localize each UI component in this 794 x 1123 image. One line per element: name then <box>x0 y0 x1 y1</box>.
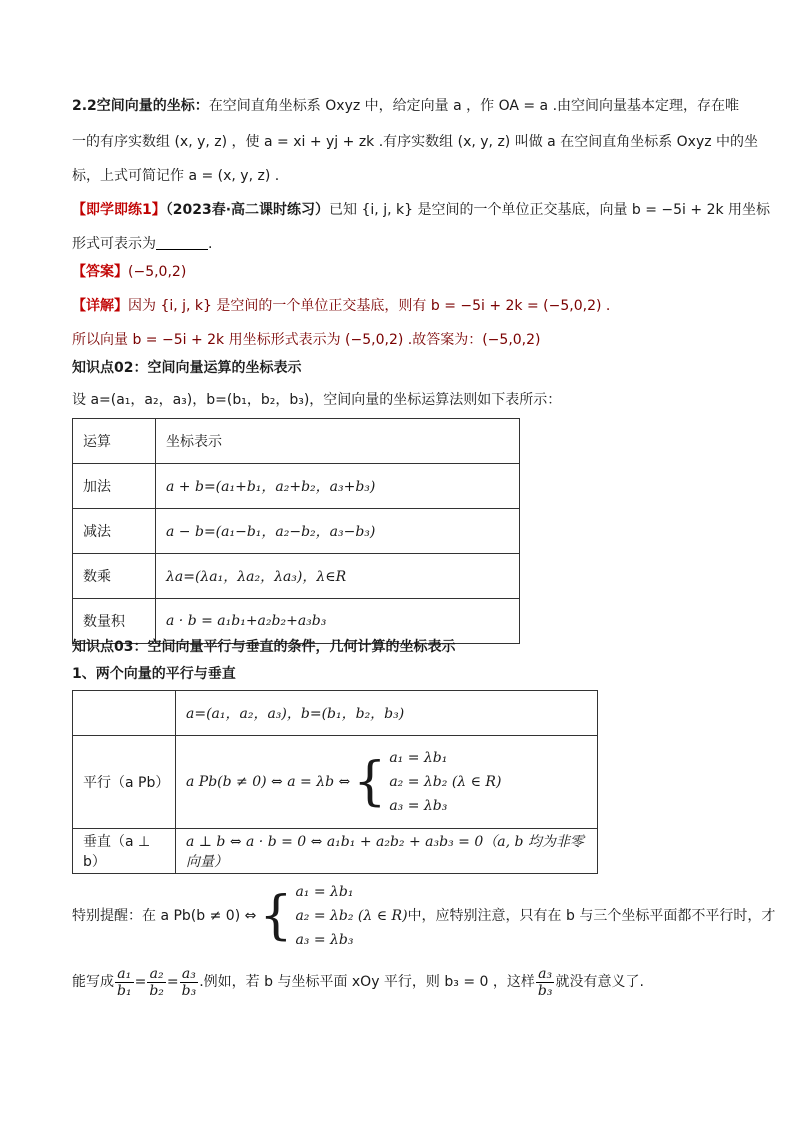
section-2-2-heading: 2.2空间向量的坐标： <box>72 98 209 114</box>
detail-tag: 【详解】 <box>72 298 128 314</box>
exercise-line1 <box>72 200 770 220</box>
system-eq-3: a₃ = λb₃ <box>295 932 354 948</box>
fraction-numerator: a₂ <box>147 966 166 983</box>
system-eq-1: a₁ = λb₁ <box>389 750 448 766</box>
table-cell: a=(a₁，a₂，a₃)，b=(b₁，b₂，b₃) <box>176 691 598 736</box>
reminder-tail: 中，应特别注意，只有在 b 与三个坐标平面都不平行时，才 <box>407 908 776 924</box>
fraction-denominator: b₃ <box>537 982 553 999</box>
detail-text: 因为 {i, j, k} 是空间的一个单位正交基底，则有 b = −5i + 2k = (−5,0,2) . <box>128 298 611 314</box>
reminder-system <box>295 880 407 952</box>
kp02-intro: 设 a=(a₁，a₂，a₃)，b=(b₁，b₂，b₃)，空间向量的坐标运算法则如下表所示： <box>72 392 562 408</box>
detail-line1 <box>72 296 610 316</box>
table-cell: 数乘 <box>73 554 156 599</box>
fraction <box>115 966 134 999</box>
system-eq-1: a₁ = λb₁ <box>295 884 354 900</box>
table-header-cell: 坐标表示 <box>156 419 520 464</box>
exercise-text2: 形式可表示为 <box>72 236 156 252</box>
table-cell: 数量积 <box>73 599 156 644</box>
kp03-subtitle: 1、两个向量的平行与垂直 <box>72 666 236 682</box>
exercise-line2 <box>72 234 212 254</box>
table-row <box>73 464 520 509</box>
kp02-table <box>72 418 520 644</box>
section-2-2-line1 <box>72 96 739 116</box>
kp03-table <box>72 690 598 874</box>
table-row <box>73 419 520 464</box>
fraction-numerator: a₃ <box>536 966 555 983</box>
exercise-source: （2023春·高二课时练习） <box>165 202 330 218</box>
table-cell: 平行（a Pb） <box>73 736 176 829</box>
table-cell: 垂直（a ⊥ b） <box>73 829 176 874</box>
table-row <box>73 554 520 599</box>
kp02-title: 知识点02：空间向量运算的坐标表示 <box>72 360 302 376</box>
answer-value: (−5,0,2) <box>128 264 187 280</box>
fraction <box>180 966 199 999</box>
table-row <box>73 829 598 874</box>
fraction-numerator: a₃ <box>180 966 199 983</box>
reminder-line2-lead: 能写成 <box>72 974 114 990</box>
equals-sign: = <box>166 974 179 990</box>
table-cell <box>176 736 598 829</box>
parallel-system <box>389 746 501 818</box>
detail-line2: 所以向量 b = −5i + 2k 用坐标形式表示为 (−5,0,2) .故答案为：(−5,0,2) <box>72 332 541 348</box>
exercise-end: . <box>208 236 213 252</box>
table-cell <box>73 691 176 736</box>
reminder-line1 <box>72 880 775 952</box>
exercise-text: 已知 {i, j, k} 是空间的一个单位正交基底，向量 b = −5i + 2k 用坐标 <box>329 202 771 218</box>
fraction-denominator: b₃ <box>181 982 197 999</box>
system-eq-2: a₂ = λb₂ (λ ∈ R) <box>389 774 502 790</box>
answer-tag: 【答案】 <box>72 264 128 280</box>
fraction-numerator: a₁ <box>115 966 134 983</box>
parallel-lead: a Pb(b ≠ 0) ⇔ a = λb ⇔ <box>186 774 351 790</box>
table-cell: a + b=(a₁+b₁，a₂+b₂，a₃+b₃) <box>156 464 520 509</box>
reminder-line2-end: 就没有意义了. <box>555 974 644 990</box>
table-cell: a − b=(a₁−b₁，a₂−b₂，a₃−b₃) <box>156 509 520 554</box>
kp03-title: 知识点03：空间向量平行与垂直的条件，几何计算的坐标表示 <box>72 639 456 655</box>
left-brace: { <box>353 752 387 812</box>
table-cell: 减法 <box>73 509 156 554</box>
equals-sign: = <box>134 974 147 990</box>
table-cell: a ⊥ b ⇔ a · b = 0 ⇔ a₁b₁ + a₂b₂ + a₃b₃ = 0（a, b 均为非零向量） <box>176 829 598 874</box>
system-eq-2: a₂ = λb₂ (λ ∈ R) <box>295 908 408 924</box>
left-brace: { <box>259 886 293 946</box>
reminder-line2-mid: .例如，若 b 与坐标平面 xOy 平行，则 b₃ = 0 ，这样 <box>199 974 535 990</box>
table-cell: 加法 <box>73 464 156 509</box>
section-2-2-line2: 一的有序实数组 (x, y, z) ，使 a = xi + yj + zk .有序实数组 (x, y, z) 叫做 a 在空间直角坐标系 Oxyz 中的坐 <box>72 134 759 150</box>
table-header-cell: 运算 <box>73 419 156 464</box>
reminder-lead: 特别提醒：在 a Pb(b ≠ 0) ⇔ <box>72 908 257 924</box>
table-row <box>73 691 598 736</box>
section-2-2-text1: 在空间直角坐标系 Oxyz 中，给定向量 a ，作 OA = a .由空间向量基本定理，存在唯 <box>208 98 740 114</box>
fraction <box>147 966 166 999</box>
table-cell: λa=(λa₁，λa₂，λa₃)，λ∈R <box>156 554 520 599</box>
reminder-line2 <box>72 962 644 1002</box>
fraction <box>536 966 555 999</box>
answer-line <box>72 262 186 282</box>
fraction-denominator: b₂ <box>149 982 164 999</box>
system-eq-3: a₃ = λb₃ <box>389 798 448 814</box>
section-2-2-line3: 标，上式可简记作 a = (x, y, z) . <box>72 168 280 184</box>
answer-blank <box>156 235 208 250</box>
table-row <box>73 736 598 829</box>
table-row <box>73 509 520 554</box>
fraction-denominator: b₁ <box>117 982 132 999</box>
exercise-tag: 【即学即练1】 <box>72 202 166 218</box>
table-cell: a · b = a₁b₁+a₂b₂+a₃b₃ <box>156 599 520 644</box>
